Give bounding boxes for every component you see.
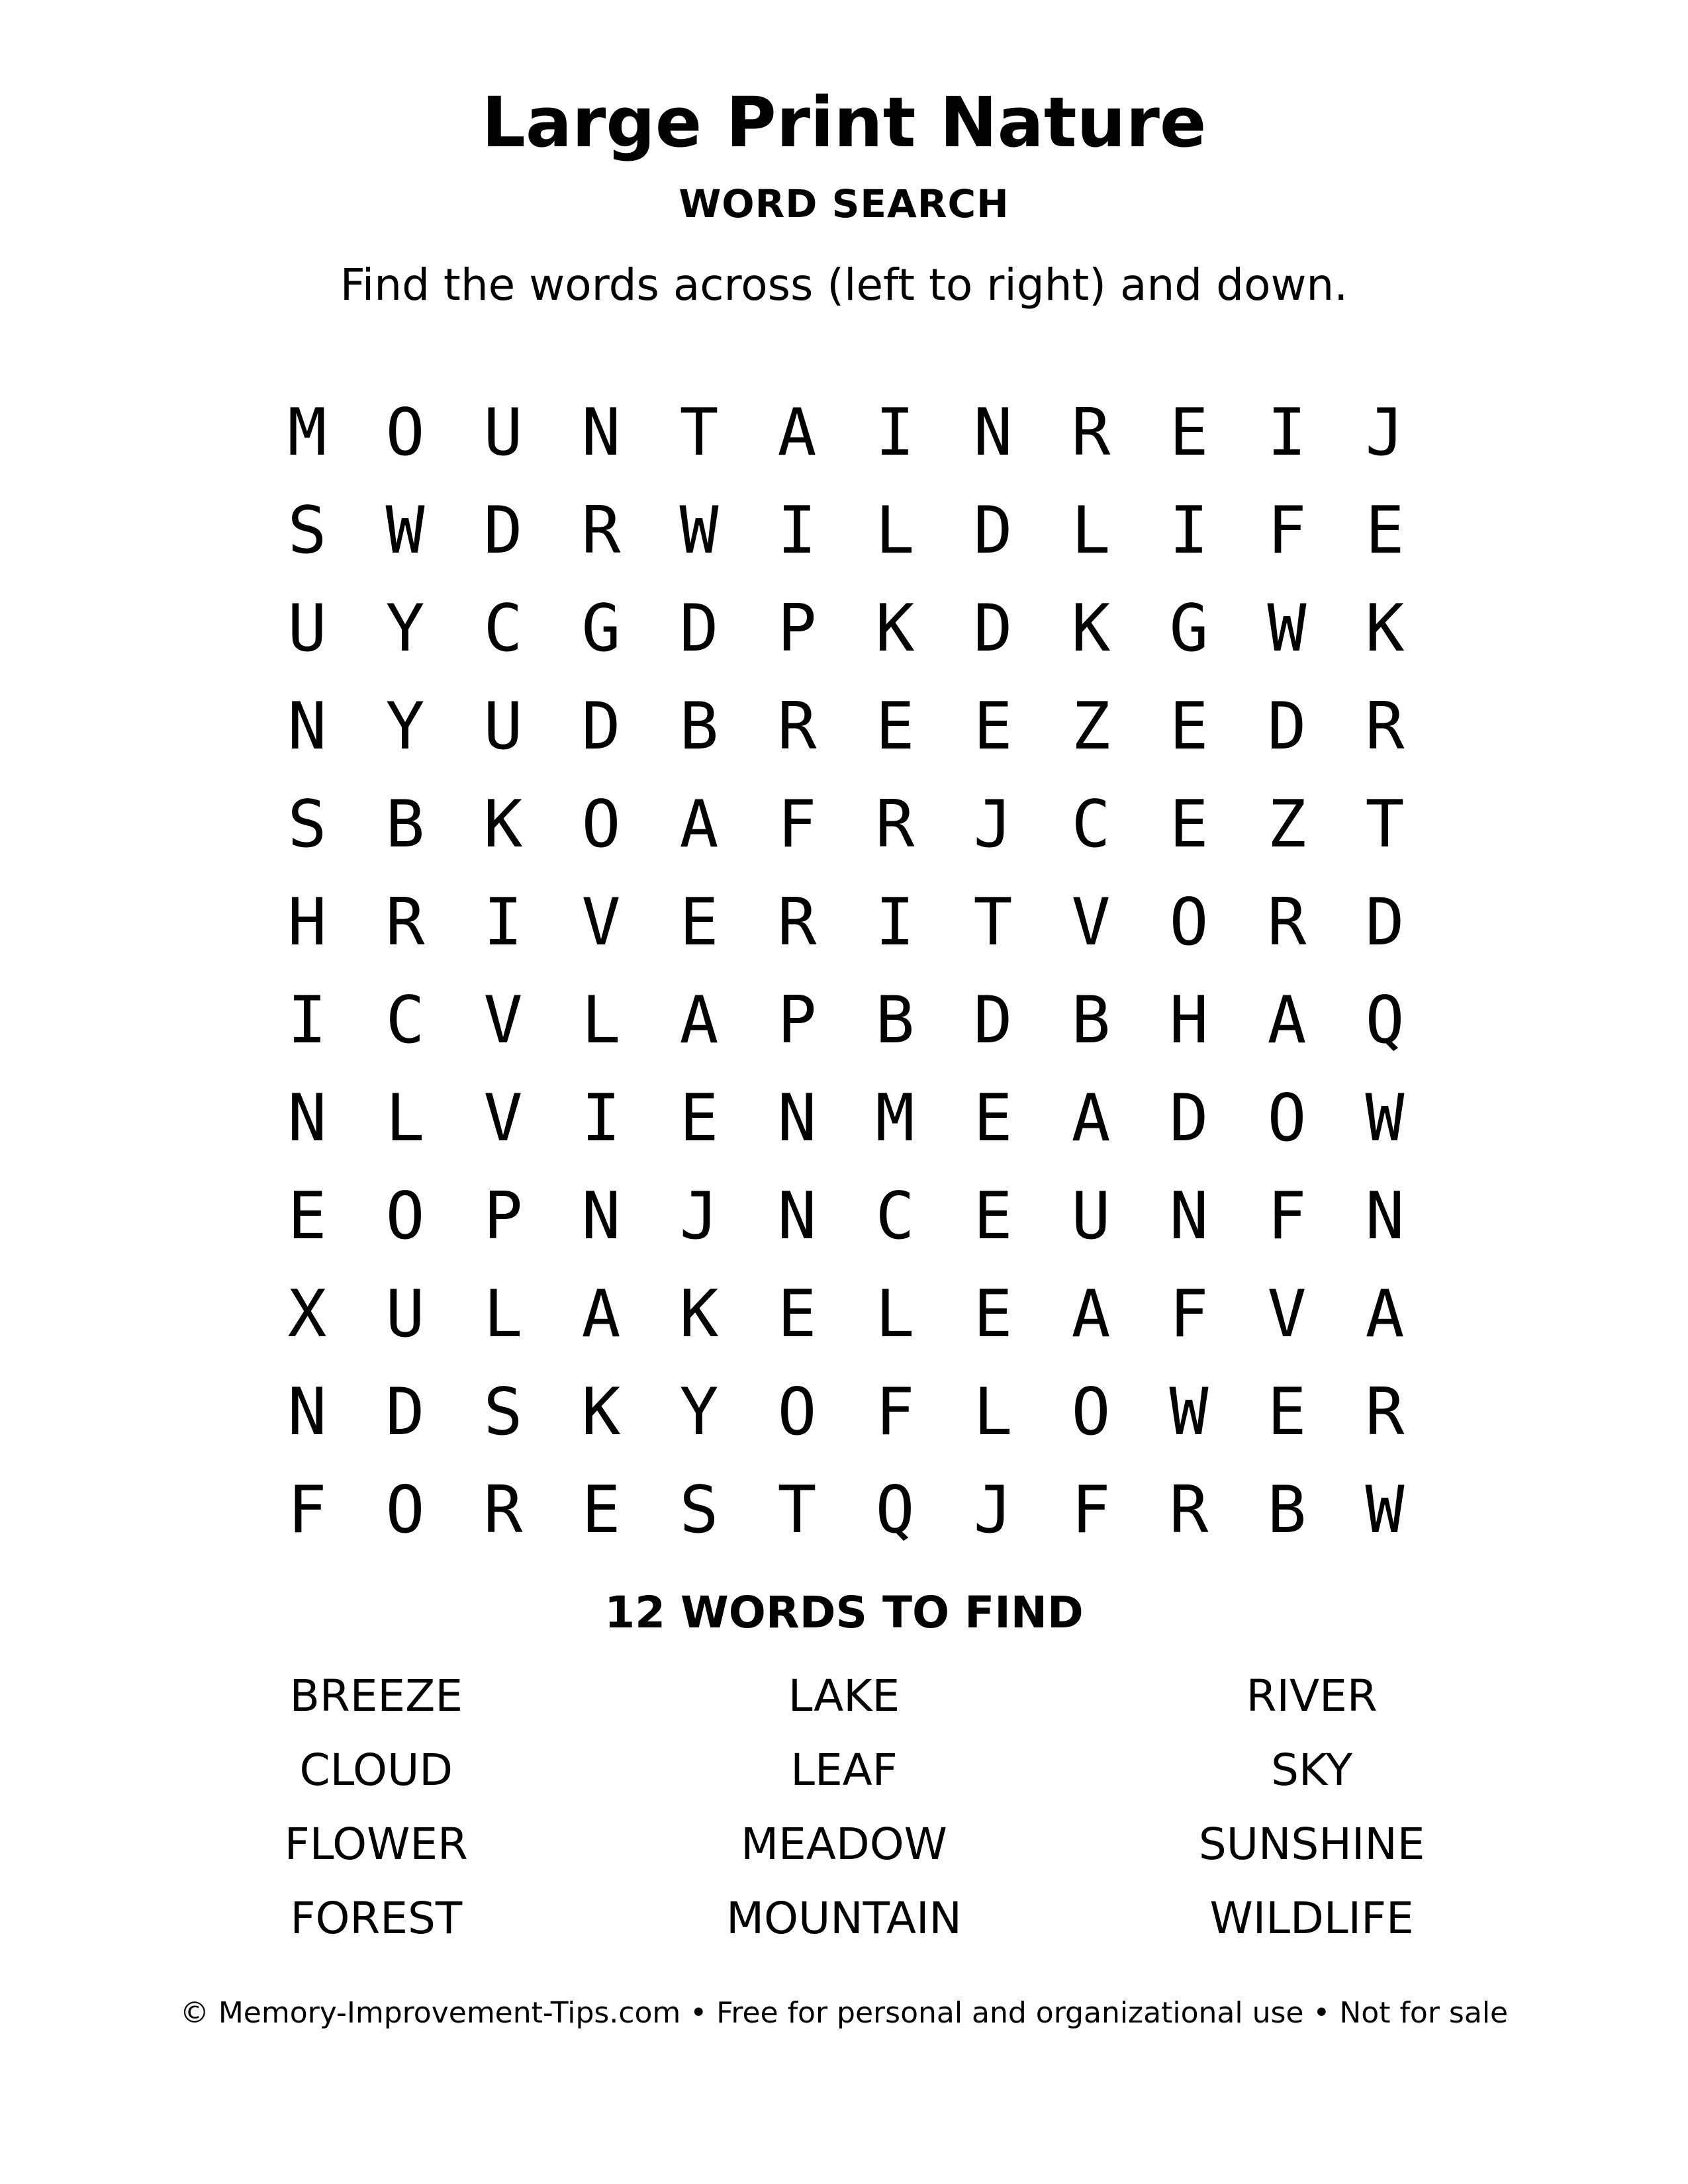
grid-letter: L [875, 493, 915, 569]
grid-letter: B [385, 787, 425, 862]
word-list-item: FLOWER [284, 1819, 468, 1870]
grid-letter: E [973, 1081, 1013, 1156]
grid-letter: W [1169, 1375, 1209, 1450]
grid-letter: W [679, 493, 719, 569]
grid-letter: E [679, 885, 719, 960]
grid-letter: O [1169, 885, 1209, 960]
grid-letter: M [287, 395, 327, 471]
word-list-heading: 12 WORDS TO FIND [604, 1587, 1084, 1638]
grid-letter: B [1071, 983, 1111, 1058]
grid-letter: L [973, 1375, 1013, 1450]
grid-letter: K [679, 1277, 719, 1352]
word-list-item: FOREST [290, 1893, 463, 1944]
page-subtitle: WORD SEARCH [679, 181, 1009, 226]
grid-letter: F [777, 787, 817, 862]
page-title: Large Print Nature [481, 82, 1207, 163]
word-list-item: CLOUD [299, 1745, 453, 1796]
grid-letter: N [1169, 1179, 1209, 1254]
grid-letter: P [483, 1179, 523, 1254]
footer-copyright: © Memory-Improvement-Tips.com • Free for personal and organizational use • Not for sale [179, 1996, 1509, 2030]
grid-letter: I [483, 885, 523, 960]
grid-letter: C [1071, 787, 1111, 862]
grid-letter: E [1169, 395, 1209, 471]
grid-letter: J [973, 1473, 1013, 1548]
grid-letter: B [679, 689, 719, 764]
grid-letter: X [287, 1277, 327, 1352]
grid-letter: N [287, 1375, 327, 1450]
grid-letter: N [777, 1081, 817, 1156]
grid-letter: Y [385, 689, 425, 764]
grid-letter: N [581, 395, 621, 471]
grid-letter: I [1169, 493, 1209, 569]
grid-letter: Y [679, 1375, 719, 1450]
grid-letter: D [679, 591, 719, 666]
grid-letter: O [385, 1473, 425, 1548]
grid-letter: R [483, 1473, 523, 1548]
grid-letter: J [973, 787, 1013, 862]
grid-letter: I [1267, 395, 1307, 471]
grid-letter: Q [875, 1473, 915, 1548]
grid-letter: N [287, 1081, 327, 1156]
grid-letter: P [777, 591, 817, 666]
grid-letter: N [777, 1179, 817, 1254]
grid-letter: D [1267, 689, 1307, 764]
word-list-item: LAKE [788, 1670, 900, 1721]
grid-letter: N [581, 1179, 621, 1254]
grid-letter: E [679, 1081, 719, 1156]
grid-letter: U [483, 395, 523, 471]
grid-letter: A [581, 1277, 621, 1352]
grid-letter: O [777, 1375, 817, 1450]
grid-letter: D [581, 689, 621, 764]
grid-letter: I [875, 885, 915, 960]
grid-letter: Q [1365, 983, 1405, 1058]
grid-letter: U [483, 689, 523, 764]
grid-letter: F [1267, 493, 1307, 569]
grid-letter: N [973, 395, 1013, 471]
grid-letter: T [1365, 787, 1405, 862]
grid-letter: U [287, 591, 327, 666]
grid-letter: S [287, 787, 327, 862]
grid-letter: R [875, 787, 915, 862]
grid-letter: H [1169, 983, 1209, 1058]
grid-letter: V [483, 1081, 523, 1156]
grid-letter: T [973, 885, 1013, 960]
grid-letter: O [1267, 1081, 1307, 1156]
letter-grid [258, 384, 1434, 1559]
grid-letter: E [1267, 1375, 1307, 1450]
grid-letter: W [1365, 1081, 1405, 1156]
grid-letter: U [385, 1277, 425, 1352]
grid-letter: F [875, 1375, 915, 1450]
grid-letter: W [1365, 1473, 1405, 1548]
grid-letter: D [385, 1375, 425, 1450]
grid-letter: J [1365, 395, 1405, 471]
grid-letter: R [581, 493, 621, 569]
grid-letter: O [385, 395, 425, 471]
grid-letter: K [483, 787, 523, 862]
grid-letter: O [1071, 1375, 1111, 1450]
grid-letter: T [777, 1473, 817, 1548]
grid-letter: E [1169, 787, 1209, 862]
grid-letter: O [581, 787, 621, 862]
word-list-item: MOUNTAIN [726, 1893, 962, 1944]
grid-letter: E [777, 1277, 817, 1352]
grid-letter: R [1365, 1375, 1405, 1450]
grid-letter: N [287, 689, 327, 764]
grid-letter: Z [1267, 787, 1307, 862]
grid-letter: E [973, 689, 1013, 764]
grid-letter: A [679, 983, 719, 1058]
grid-letter: A [1365, 1277, 1405, 1352]
grid-letter: A [679, 787, 719, 862]
grid-letter: O [385, 1179, 425, 1254]
word-list-item: RIVER [1246, 1670, 1378, 1721]
grid-letter: R [1169, 1473, 1209, 1548]
grid-letter: I [287, 983, 327, 1058]
word-list-item: LEAF [790, 1745, 898, 1796]
grid-letter: L [875, 1277, 915, 1352]
word-list [142, 1659, 1546, 1956]
grid-letter: K [581, 1375, 621, 1450]
grid-letter: D [1365, 885, 1405, 960]
grid-letter: L [1071, 493, 1111, 569]
word-list-item: BREEZE [289, 1670, 463, 1721]
grid-letter: K [1365, 591, 1405, 666]
grid-letter: E [287, 1179, 327, 1254]
grid-letter: M [875, 1081, 915, 1156]
grid-letter: F [1169, 1277, 1209, 1352]
grid-letter: L [581, 983, 621, 1058]
grid-letter: T [679, 395, 719, 471]
grid-letter: E [581, 1473, 621, 1548]
grid-letter: L [483, 1277, 523, 1352]
grid-letter: F [1071, 1473, 1111, 1548]
grid-letter: A [1267, 983, 1307, 1058]
grid-letter: G [1169, 591, 1209, 666]
grid-letter: Z [1071, 689, 1111, 764]
grid-letter: S [287, 493, 327, 569]
grid-letter: S [679, 1473, 719, 1548]
grid-letter: I [777, 493, 817, 569]
grid-letter: Y [385, 591, 425, 666]
grid-letter: D [973, 591, 1013, 666]
grid-letter: J [679, 1179, 719, 1254]
word-list-item: WILDLIFE [1209, 1893, 1414, 1944]
grid-letter: V [483, 983, 523, 1058]
grid-letter: S [483, 1375, 523, 1450]
grid-letter: U [1071, 1179, 1111, 1254]
grid-letter: E [973, 1277, 1013, 1352]
grid-letter: E [1365, 493, 1405, 569]
grid-letter: H [287, 885, 327, 960]
grid-letter: C [385, 983, 425, 1058]
grid-letter: R [1071, 395, 1111, 471]
grid-letter: C [483, 591, 523, 666]
grid-letter: B [1267, 1473, 1307, 1548]
grid-letter: G [581, 591, 621, 666]
grid-letter: W [385, 493, 425, 569]
grid-letter: N [1365, 1179, 1405, 1254]
grid-letter: F [1267, 1179, 1307, 1254]
grid-letter: K [1071, 591, 1111, 666]
grid-letter: F [287, 1473, 327, 1548]
grid-letter: P [777, 983, 817, 1058]
grid-letter: V [1267, 1277, 1307, 1352]
word-list-item: SUNSHINE [1198, 1819, 1425, 1870]
grid-letter: E [1169, 689, 1209, 764]
grid-letter: D [483, 493, 523, 569]
grid-letter: I [581, 1081, 621, 1156]
grid-letter: D [973, 493, 1013, 569]
grid-letter: D [973, 983, 1013, 1058]
grid-letter: R [1365, 689, 1405, 764]
word-list-item: SKY [1271, 1745, 1353, 1796]
grid-letter: A [1071, 1277, 1111, 1352]
grid-letter: R [777, 885, 817, 960]
instructions-text: Find the words across (left to right) and down. [340, 259, 1348, 310]
grid-letter: A [777, 395, 817, 471]
grid-letter: E [875, 689, 915, 764]
grid-letter: R [1267, 885, 1307, 960]
grid-letter: R [385, 885, 425, 960]
grid-letter: V [1071, 885, 1111, 960]
grid-letter: W [1267, 591, 1307, 666]
grid-letter: L [385, 1081, 425, 1156]
grid-letter: B [875, 983, 915, 1058]
grid-letter: E [973, 1179, 1013, 1254]
grid-letter: R [777, 689, 817, 764]
word-list-item: MEADOW [741, 1819, 947, 1870]
grid-letter: C [875, 1179, 915, 1254]
grid-letter: I [875, 395, 915, 471]
grid-letter: K [875, 591, 915, 666]
grid-letter: D [1169, 1081, 1209, 1156]
grid-letter: A [1071, 1081, 1111, 1156]
grid-letter: V [581, 885, 621, 960]
